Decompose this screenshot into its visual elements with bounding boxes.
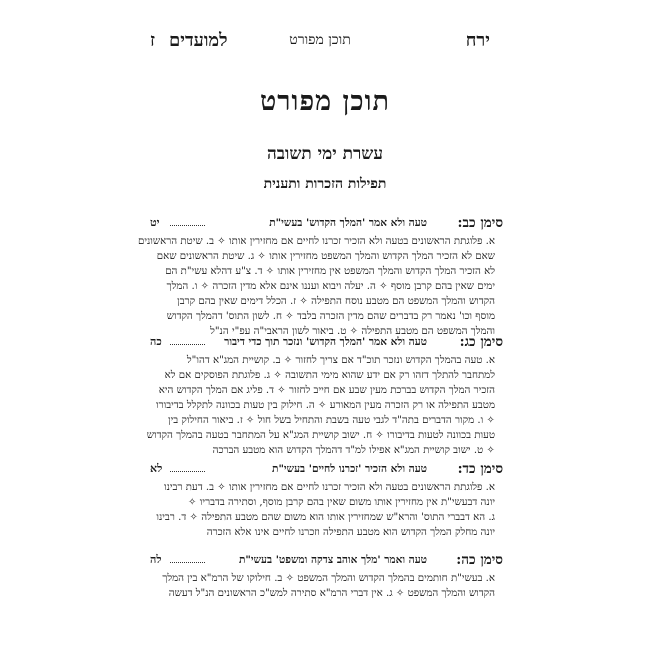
toc-entry-header bbox=[150, 460, 503, 478]
section-heading: עשרת ימי תשובה bbox=[267, 144, 383, 164]
body-line: שאם לא הזכיר המלך הקדוש והמלך המשפט מחזירין אותו ✧ ג. שיטת הראשונים שאם bbox=[156, 251, 495, 262]
header-right-word: למועדים bbox=[169, 30, 228, 51]
header-page-letter: ז bbox=[150, 30, 156, 51]
page-title: תוכן מפורט bbox=[259, 86, 391, 117]
toc-entry bbox=[150, 460, 503, 540]
entry-title: טעה ולא אמר 'המלך הקדוש' בעשי"ת bbox=[269, 217, 427, 229]
entry-body bbox=[150, 571, 495, 601]
body-line: לא הזכיר המלך הקדוש והמלך המשפט אין מחזירין אותו ✧ ד. צ"ע דהלא עשי"ת הם bbox=[165, 266, 495, 277]
running-header bbox=[150, 30, 490, 54]
header-center-label: תוכן מפורט bbox=[289, 32, 351, 48]
siman-label: סימן כה: bbox=[456, 552, 503, 568]
entry-page: יט bbox=[150, 216, 160, 229]
body-line: יונה מחלק המלך הקדוש הוא מטבע התפילה וזכרנו לחיים אינו אלא הזכרה bbox=[206, 527, 495, 538]
toc-entry bbox=[137, 214, 503, 339]
siman-label: סימן כג: bbox=[459, 334, 503, 350]
body-line: א. טעה בהמלך הקדוש ונזכר תוכ"ד אם צריך לחזור ✧ ב. קושיית המג"א דהו"ל bbox=[186, 355, 495, 366]
body-line: ✧ ו. מקור הדברים בתה"ד לגבי טעה בשבת והתחיל בשל חול ✧ ז. ביאור החילוק בין bbox=[168, 415, 495, 426]
header-right-group bbox=[150, 30, 228, 51]
dot-leader bbox=[170, 460, 205, 472]
siman-label: סימן כב: bbox=[457, 215, 503, 231]
section-subheading: תפילות הזכרות ותענית bbox=[263, 176, 387, 192]
body-line: א. בעשי"ת חותמים בהמלך הקדוש והמלך המשפט ✧ ב. חילוקו של הרמ"א בין המלך bbox=[162, 573, 495, 584]
body-line: והמלך המשפט הם מטבע התפילה ✧ ט. ביאור לשון הראבי"ה עפ"י הנ"ל bbox=[210, 326, 495, 337]
dot-leader bbox=[170, 214, 205, 226]
toc-entry-header bbox=[150, 214, 503, 232]
entry-title: טעה ולא הזכיר 'זכרנו לחיים' בעשי"ת bbox=[272, 463, 427, 475]
entry-body bbox=[150, 480, 495, 540]
dot-leader bbox=[170, 333, 205, 345]
entry-body bbox=[146, 353, 495, 458]
body-line: ימים שאין בהם קרבן מוסף ✧ ה. יעלה ויבוא ועננו אינם אלא מדין הזכרה ✧ ו. המלך bbox=[166, 281, 495, 292]
header-left-word: ירח bbox=[465, 30, 490, 51]
entry-page: לא bbox=[150, 462, 163, 475]
siman-label: סימן כד: bbox=[457, 461, 503, 477]
body-line: למתחבר להתלך דזהו רק אם ידע שהוא מימי התשובה ✧ ג. פלוגתת הפוסקים אם לא bbox=[164, 370, 495, 381]
toc-entry-header bbox=[150, 551, 503, 569]
entry-page: כה bbox=[150, 335, 162, 348]
body-line: הקדוש והמלך המשפט ✧ ג. אין דברי הרמ"א סתירה למש"כ הראשונים הנ"ל דעשה bbox=[168, 588, 495, 599]
body-line: מטבע התפילה או רק הזכרה מעין המאורע ✧ ה. חילוק בין טעות בכוונה לתקלל בדיבורו bbox=[155, 400, 495, 411]
body-line: הזכיר המלך הקדוש בברכת מעין שבע אם חייב לחזור ✧ ד. פליג אם המלך הקדוש היא bbox=[158, 385, 495, 396]
entry-title: טעה ואמר 'מלך אוהב צדקה ומשפט' בעשי"ת bbox=[239, 554, 427, 566]
body-line: ✧ ט. ישוב קושיית המג"א אפילו למ"ד דהמלך הקדוש הוא מטבע הברכה bbox=[212, 445, 495, 456]
body-line: מוסף וכו' נאמר רק בדברים שהם מדין הזכרה בלבד ✧ ח. לשון התוס' דהמלך הקדוש bbox=[166, 311, 495, 322]
entry-title: טעה ולא אמר 'המלך הקדוש' ונזכר תוך כדי דיבור bbox=[224, 336, 427, 348]
toc-entry-header bbox=[150, 333, 503, 351]
toc-entry bbox=[150, 551, 503, 601]
body-line: ג. הא דבברי התוס' והרא"ש שמחזירין אותו הוא משום שהם מטבע התפילה ✧ ד. רבינו bbox=[156, 512, 495, 523]
dot-leader bbox=[170, 551, 205, 563]
body-line: א. פלוגתת הראשונים בטעה ולא הזכיר זכרנו לחיים אם מחזירין אותו ✧ ב. שיטת הראשונים bbox=[137, 236, 495, 247]
body-line: א. פלוגתת הראשונים בטעה ולא הזכיר זכרנו לחיים אם מחזירין אותו ✧ ב. דעת רבינו bbox=[163, 482, 495, 493]
body-line: הקדוש והמלך המשפט הם מטבע נוסח התפילה ✧ ז. הכלל דימים שאין בהם קרבן bbox=[177, 296, 495, 307]
entry-body bbox=[137, 234, 495, 339]
body-line: יונה דבעשי"ת אין מחזירין אותו משום שאין בהם קרבן מוסף, וסתירה בדבריו ✧ bbox=[188, 497, 495, 508]
entry-page: לה bbox=[150, 553, 162, 566]
body-line: טעות בכוונה לטעות בדיבורו ✧ ח. ישוב קושיית המג"א על המתחבר בטעה בהמלך הקדוש bbox=[146, 430, 495, 441]
toc-entry bbox=[146, 333, 503, 458]
